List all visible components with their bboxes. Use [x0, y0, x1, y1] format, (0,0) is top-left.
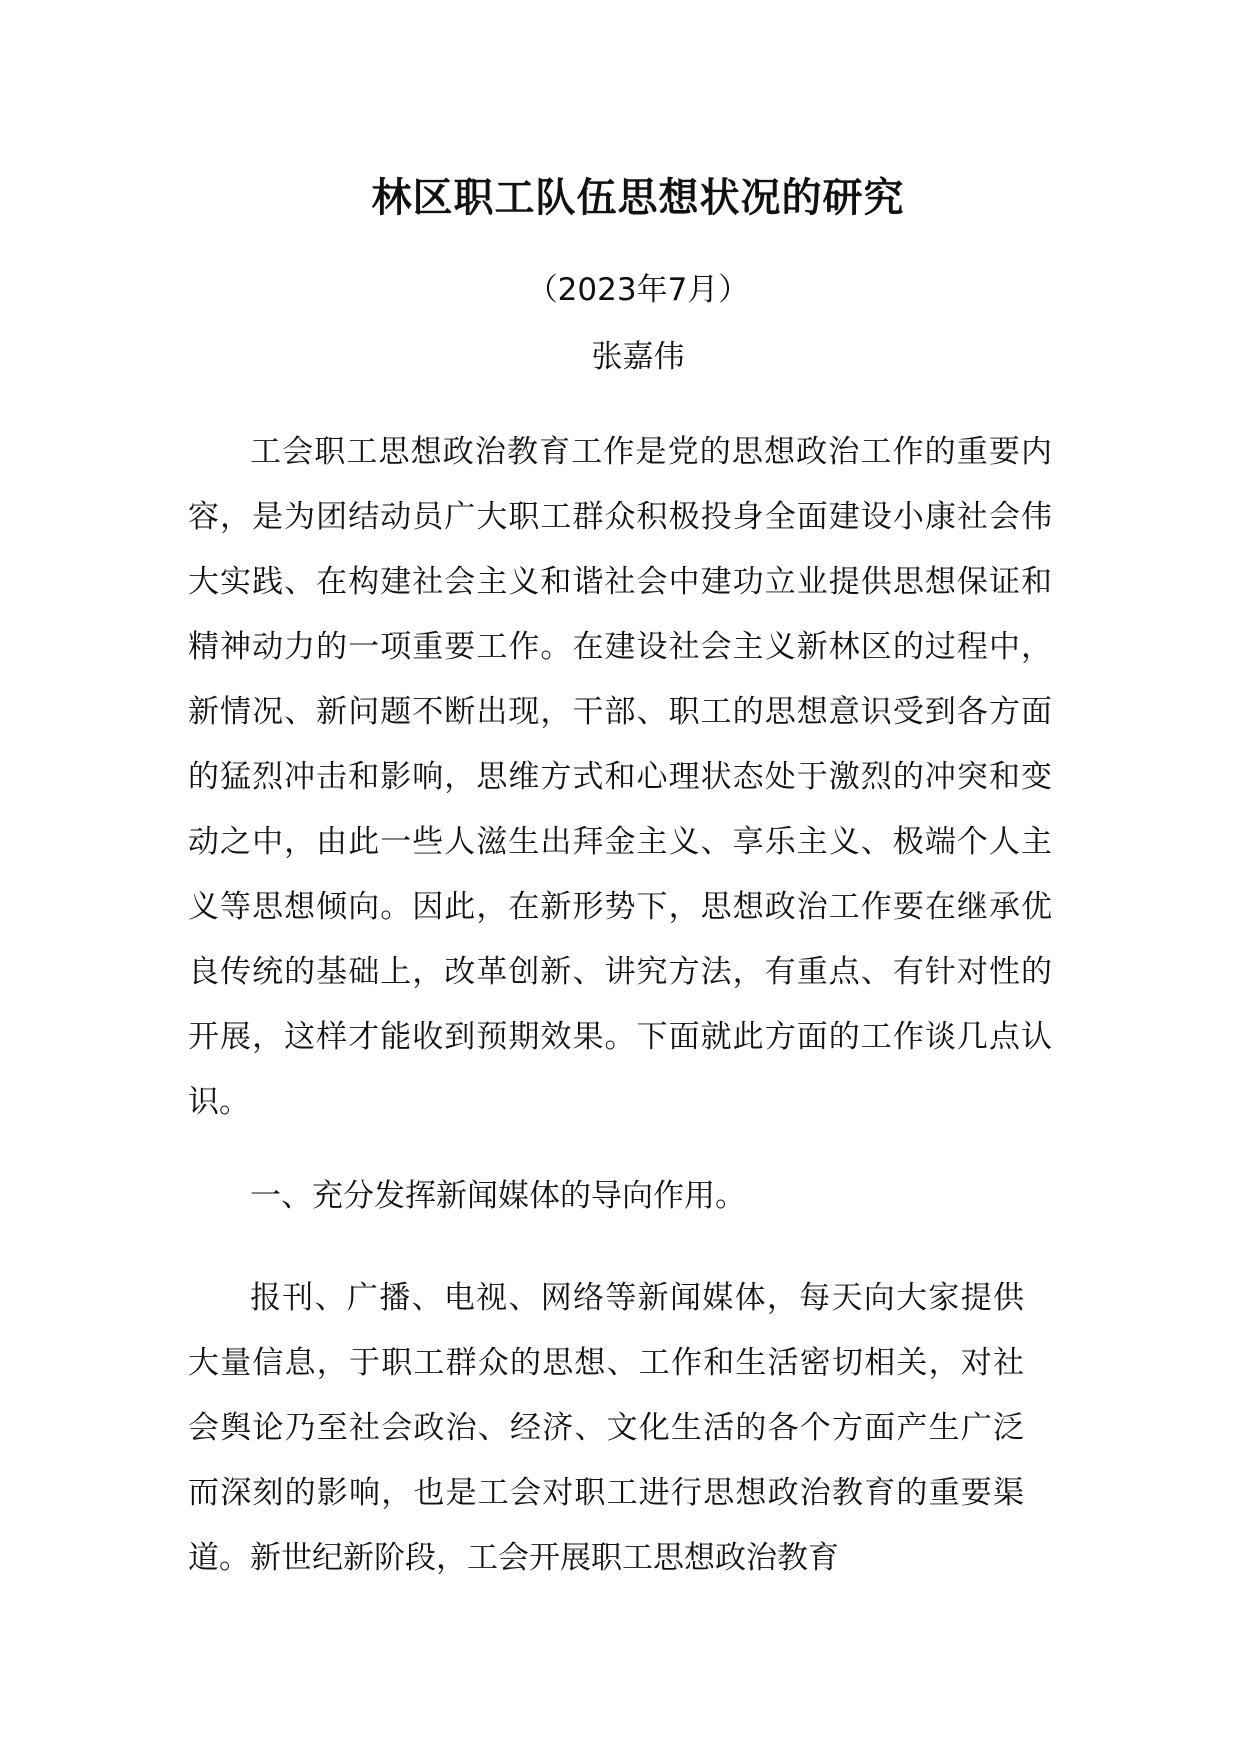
- document-author: 张嘉伟: [591, 339, 685, 375]
- section-heading: 一、充分发挥新闻媒体的导向作用。: [250, 1178, 746, 1214]
- document-date: （2023年7月）: [526, 272, 750, 308]
- body-paragraph: 工会职工思想政治教育工作是党的思想政治工作的重要内容，是为团结动员广大职工群众积极投身全面建设小康社会伟大实践、在构建社会主义和谐社会中建功立业提供思想保证和精神动力的一项重要工作。在建设社会主义新林区的过程中，新情况、新问题不断出现，干部、职工的思想意识受到各方面的猛烈冲击和影响，思维方式和心理状态处于激烈的冲突和变动之中，由此一些人滋生出拜金主义、享乐主义、极端个人主义等思想倾向。因此，在新形势下，思想政治工作要在继承优良传统的基础上，改革创新、讲究方法，有重点、有针对性的开展，这样才能收到预期效果。下面就此方面的工作谈几点认识。: [188, 434, 1052, 1120]
- document-title: 林区职工队伍思想状况的研究: [371, 175, 905, 221]
- body-paragraph: 报刊、广播、电视、网络等新闻媒体，每天向大家提供大量信息，于职工群众的思想、工作和生活密切相关，对社会舆论乃至社会政治、经济、文化生活的各个方面产生广泛而深刻的影响，也是工会对职工进行思想政治教育的重要渠道。新世纪新阶段，工会开展职工思想政治教育: [188, 1280, 1024, 1576]
